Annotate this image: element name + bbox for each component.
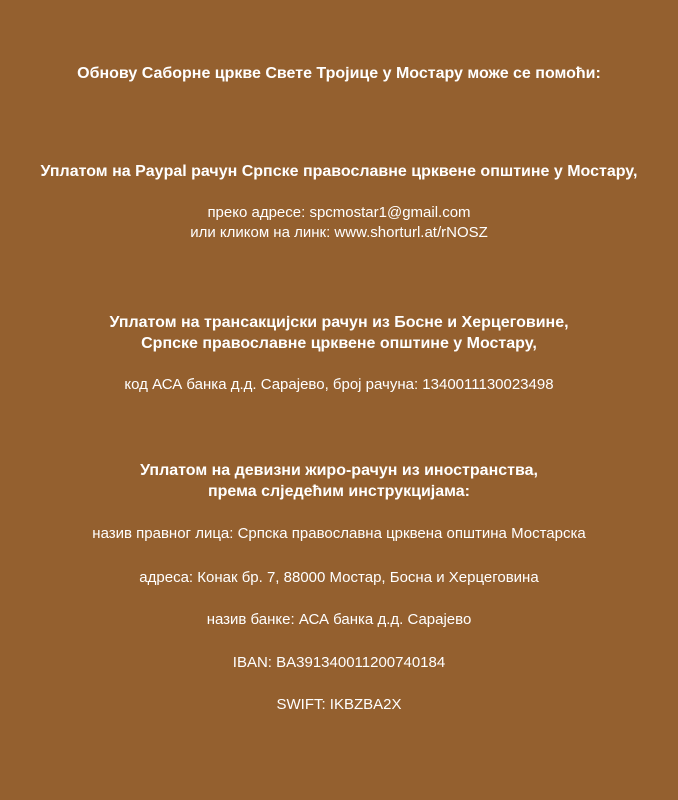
foreign-section-title-line1: Уплатом на девизни жиро-рачун из иностранства, [140, 462, 538, 479]
foreign-entity-line: назив правног лица: Српска православна црквена општина Мостарска [92, 525, 586, 542]
foreign-section-title-line2: према слједећим инструкцијама: [207, 483, 470, 500]
domestic-section-title-line1: Уплатом на трансакцијски рачун из Босне и Херцеговине, [109, 314, 569, 331]
foreign-swift-line: SWIFT: IKBZBA2X [276, 696, 402, 713]
paypal-link-line: или кликом на линк: www.shorturl.at/rNOSZ [190, 224, 488, 241]
paypal-email-line: преко адресе: spcmostar1@gmail.com [207, 204, 471, 221]
foreign-address-line: адреса: Конак бр. 7, 88000 Мостар, Босна и Херцеговина [139, 569, 539, 586]
paypal-section-title: Уплатом на Paypal рачун Српске православне црквене општине у Мостару, [40, 163, 638, 180]
page-heading: Обнову Саборне цркве Свете Тројице у Мостару може се помоћи: [77, 65, 601, 82]
foreign-iban-line: IBAN: BA391340011200740184 [232, 654, 446, 671]
domestic-section-title-line2: Српске православне црквене општине у Мостару, [141, 335, 537, 352]
foreign-bank-line: назив банке: АСА банка д.д. Сарајево [206, 611, 472, 628]
domestic-account-line: код АСА банка д.д. Сарајево, број рачуна: 1340011130023498 [124, 376, 554, 393]
